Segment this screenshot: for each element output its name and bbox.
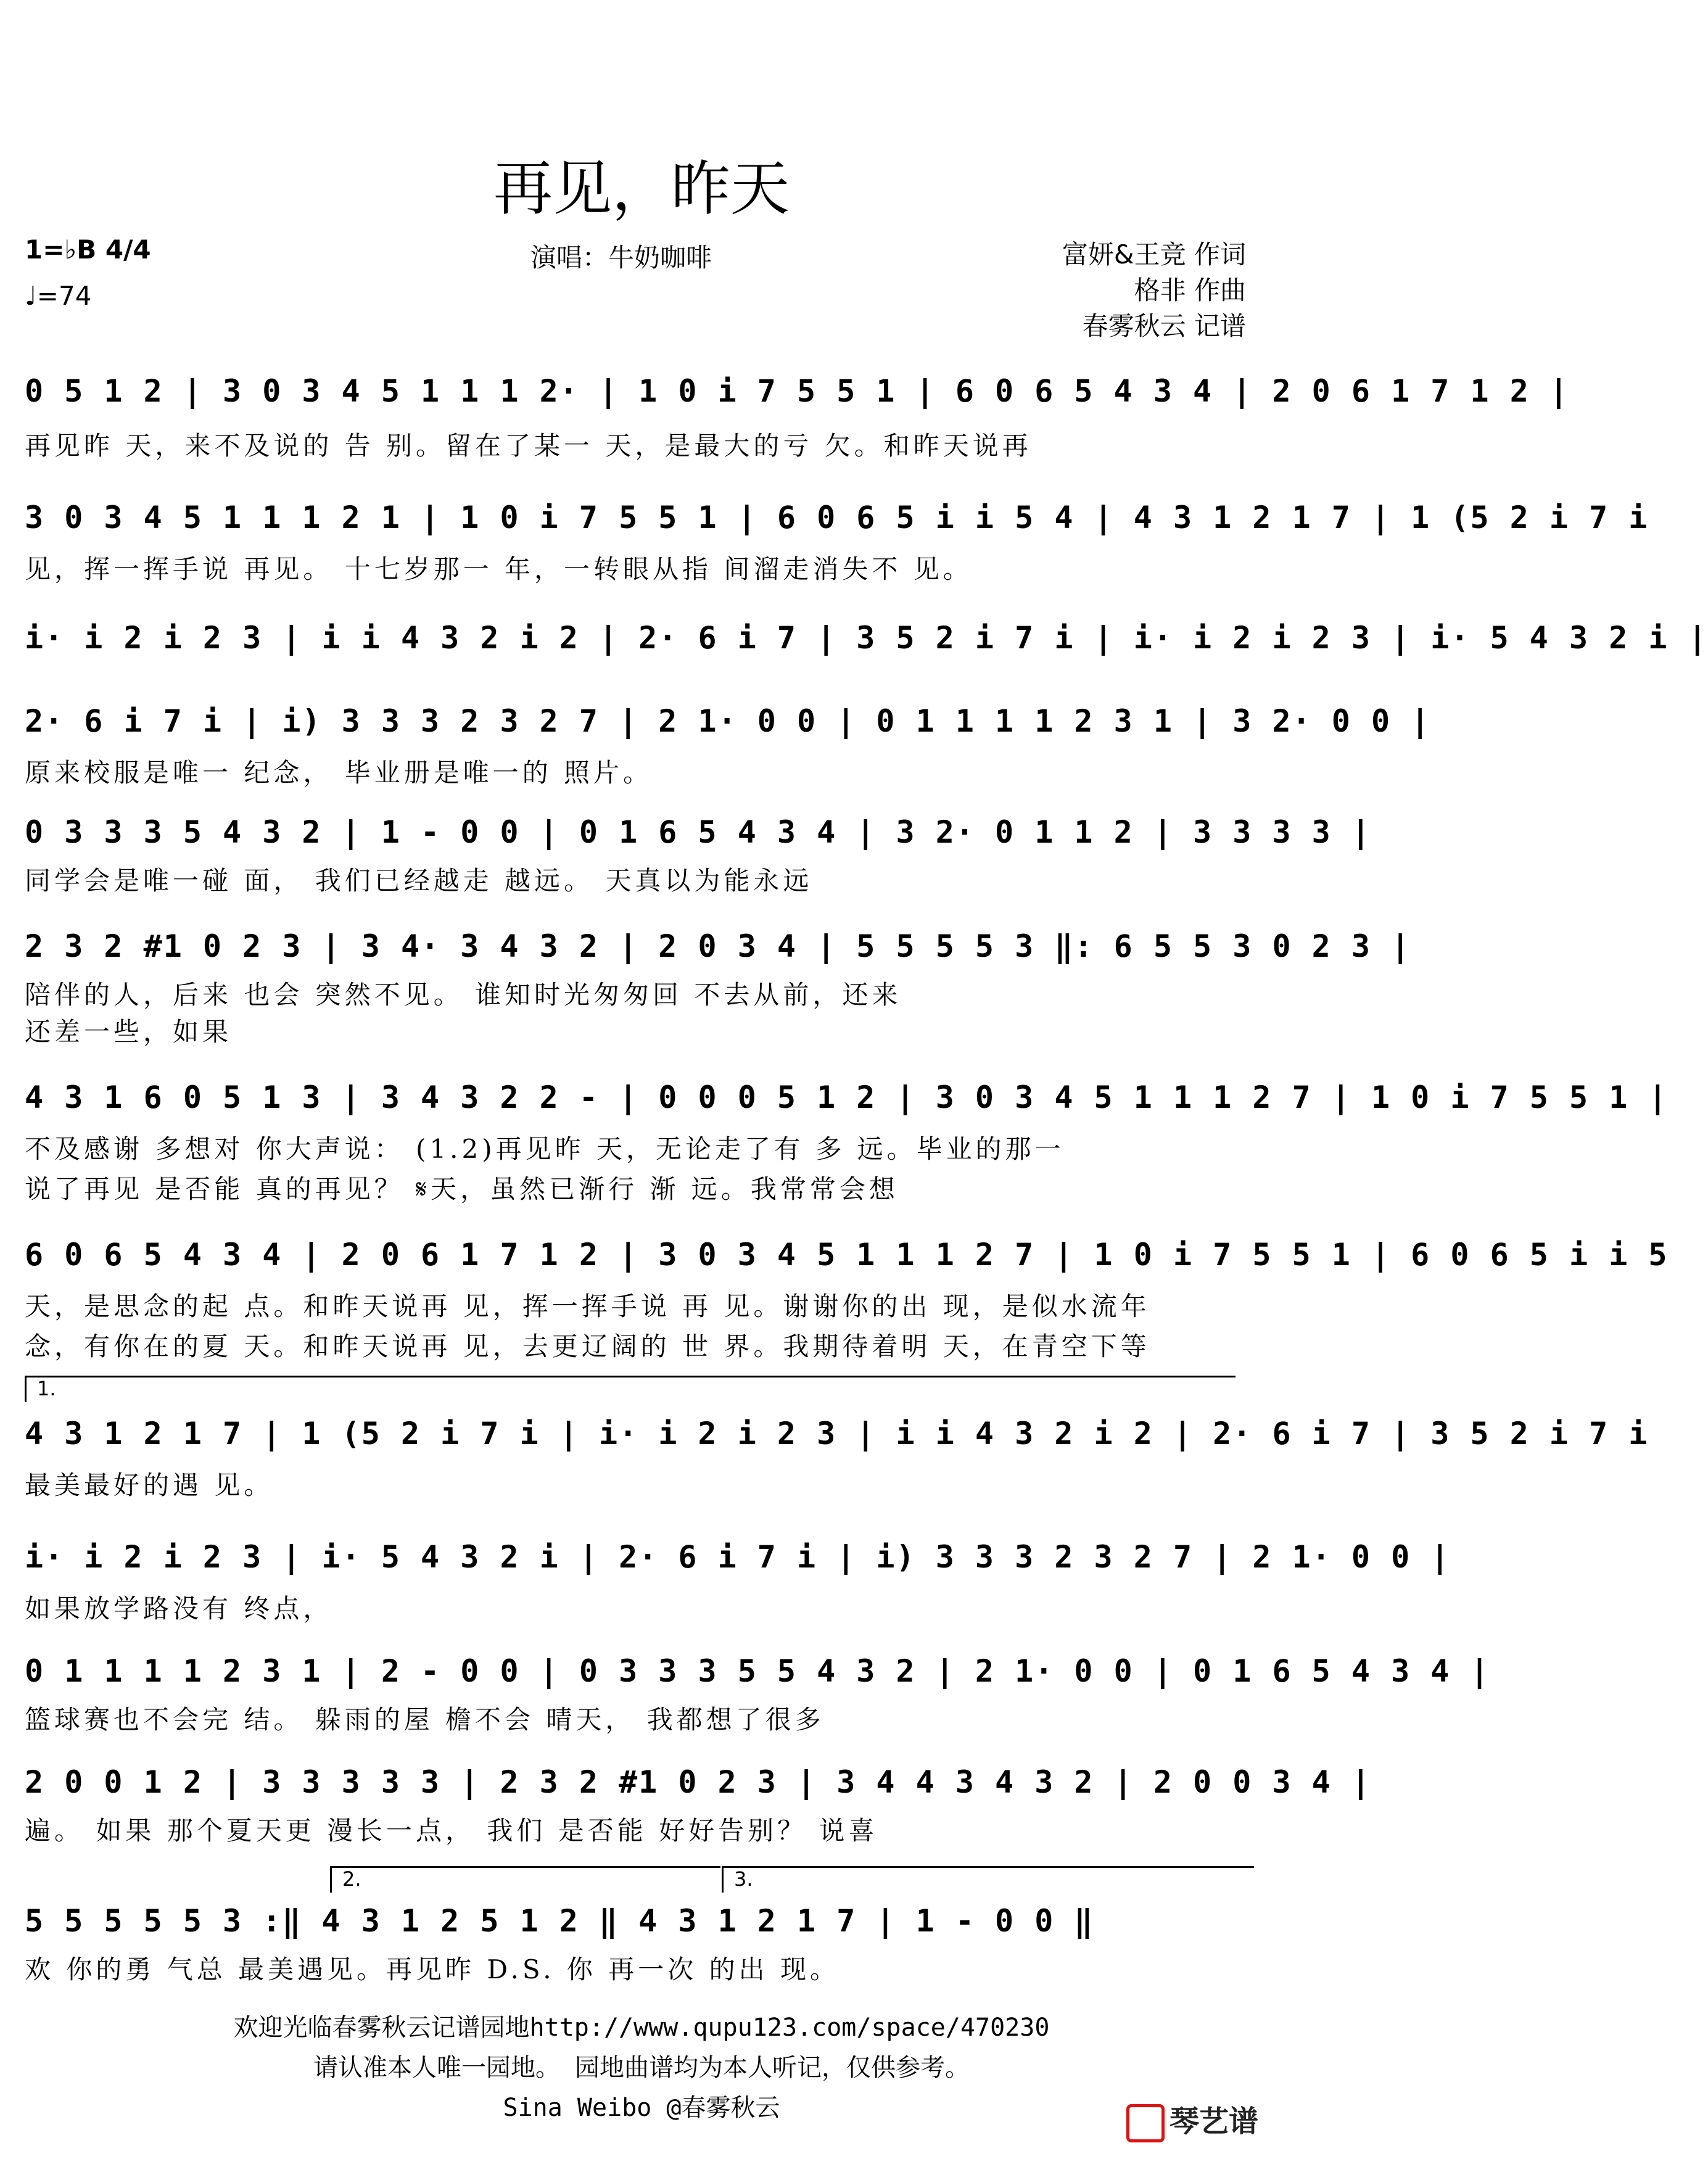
tempo-marking: ♩=74 xyxy=(25,281,92,311)
volta-bracket xyxy=(25,1376,1236,1402)
lyric-line: 陪伴的人，后来 也会 突然不见。 谁知时光匆匆回 不去从前，还来 xyxy=(25,980,902,1010)
notation-line: 0 5 1 2 | 3 0 3 4 5 1 1 1 2· | 1 0 i 7 5 5 1 | 6 0 6 5 4 3 4 | 2 0 6 1 7 1 2 | xyxy=(25,373,1569,409)
notation-line: 0 3 3 3 5 4 3 2 | 1 - 0 0 | 0 1 6 5 4 3 4 | 3 2· 0 1 1 2 | 3 3 3 3 | xyxy=(25,814,1371,850)
composer-credit: 格非 作曲 xyxy=(1134,275,1246,305)
lyric-line: 说了再见 是否能 真的再见？ 𝄋天，虽然已渐行 渐 远。我常常会想 xyxy=(25,1174,899,1204)
notation-line: 3 0 3 4 5 1 1 1 2 1 | 1 0 i 7 5 5 1 | 6 0 6 5 i i 5 4 | 4 3 1 2 1 7 | 1 (5 2 i 7 i xyxy=(25,500,1649,535)
lyric-line: 遍。 如果 那个夏天更 漫长一点， 我们 是否能 好好告别？ 说喜 xyxy=(25,1815,878,1846)
key-signature: 1=♭B 4/4 xyxy=(25,234,151,265)
logo-icon xyxy=(1126,2104,1165,2142)
lyric-line: 原来校服是唯一 纪念， 毕业册是唯一的 照片。 xyxy=(25,758,653,788)
page-title: 再见，昨天 xyxy=(493,154,790,223)
notation-line: i· i 2 i 2 3 | i i 4 3 2 i 2 | 2· 6 i 7 | 3 5 2 i 7 i | i· i 2 i 2 3 | i· 5 4 3 2 i | xyxy=(25,620,1708,656)
footer-line: 欢迎光临春雾秋云记谱园地http://www.qupu123.com/space/470230 xyxy=(233,2013,1050,2042)
lyric-line: 见，挥一挥手说 再见。 十七岁那一 年，一转眼从指 间溜走消失不 见。 xyxy=(25,554,973,584)
site-logo xyxy=(1126,2097,1258,2142)
lyric-line: 念，有你在的夏 天。和昨天说再 见，去更辽阔的 世 界。我期待着明 天，在青空下等 xyxy=(25,1331,1150,1361)
lyric-line: 天，是思念的起 点。和昨天说再 见，挥一挥手说 再 见。谢谢你的出 现，是似水流年 xyxy=(25,1291,1150,1321)
volta-label: 2. xyxy=(342,1867,361,1891)
notation-line: 6 0 6 5 4 3 4 | 2 0 6 1 7 1 2 | 3 0 3 4 5 1 1 1 2 7 | 1 0 i 7 5 5 1 | 6 0 6 5 i i 5 xyxy=(25,1237,1669,1273)
lyric-line: 欢 你的勇 气总 最美遇见。再见昨 D.S. 你 再一次 的出 现。 xyxy=(25,1954,840,1984)
notation-line: 2 3 2 #1 0 2 3 | 3 4· 3 4 3 2 | 2 0 3 4 | 5 5 5 5 3 ‖: 6 5 5 3 0 2 3 | xyxy=(25,928,1411,964)
notation-line: 4 3 1 6 0 5 1 3 | 3 4 3 2 2 - | 0 0 0 5 1 2 | 3 0 3 4 5 1 1 1 2 7 | 1 0 i 7 5 5 1 | xyxy=(25,1080,1669,1115)
singer-credit: 演唱：牛奶咖啡 xyxy=(530,242,712,273)
footer-line: 请认准本人唯一园地。 园地曲谱均为本人听记，仅供参考。 xyxy=(313,2054,970,2082)
lyric-line: 还差一些，如果 xyxy=(25,1017,233,1047)
lyric-line: 再见昨 天，来不及说的 告 别。留在了某一 天，是最大的亏 欠。和昨天说再 xyxy=(25,431,1032,461)
lyric-line: 同学会是唯一碰 面， 我们已经越走 越远。 天真以为能永远 xyxy=(25,865,813,896)
notation-line: 2 0 0 1 2 | 3 3 3 3 3 | 2 3 2 #1 0 2 3 | 3 4 4 3 4 3 2 | 2 0 0 3 4 | xyxy=(25,1764,1371,1800)
lyric-line: 篮球赛也不会完 结。 躲雨的屋 檐不会 晴天， 我都想了很多 xyxy=(25,1704,825,1735)
transcriber-credit: 春雾秋云 记谱 xyxy=(1082,311,1246,341)
lyric-line: 最美最好的遇 见。 xyxy=(25,1470,274,1500)
notation-line: 5 5 5 5 5 3 :‖ 4 3 1 2 5 1 2 ‖ 4 3 1 2 1 7 | 1 - 0 0 ‖ xyxy=(25,1903,1094,1939)
volta-bracket xyxy=(722,1866,1254,1893)
volta-label: 3. xyxy=(734,1867,753,1891)
volta-bracket xyxy=(330,1866,720,1893)
lyric-line: 不及感谢 多想对 你大声说： (1.2)再见昨 天，无论走了有 多 远。毕业的那一 xyxy=(25,1134,1065,1164)
footer-line: Sina Weibo @春雾秋云 xyxy=(503,2094,780,2122)
lyricist-credit: 富妍&王竞 作词 xyxy=(1062,239,1246,270)
notation-line: 4 3 1 2 1 7 | 1 (5 2 i 7 i | i· i 2 i 2 3 | i i 4 3 2 i 2 | 2· 6 i 7 | 3 5 2 i 7 i xyxy=(25,1416,1649,1452)
notation-line: 2· 6 i 7 i | i) 3 3 3 2 3 2 7 | 2 1· 0 0 | 0 1 1 1 1 2 3 1 | 3 2· 0 0 | xyxy=(25,703,1431,739)
lyric-line: 如果放学路没有 终点， xyxy=(25,1593,333,1624)
notation-line: i· i 2 i 2 3 | i· 5 4 3 2 i | 2· 6 i 7 i | i) 3 3 3 2 3 2 7 | 2 1· 0 0 | xyxy=(25,1539,1451,1575)
logo-text: 琴艺谱 xyxy=(1169,2104,1258,2139)
notation-line: 0 1 1 1 1 2 3 1 | 2 - 0 0 | 0 3 3 3 5 5 4 3 2 | 2 1· 0 0 | 0 1 6 5 4 3 4 | xyxy=(25,1653,1490,1689)
volta-label: 1. xyxy=(37,1377,56,1400)
